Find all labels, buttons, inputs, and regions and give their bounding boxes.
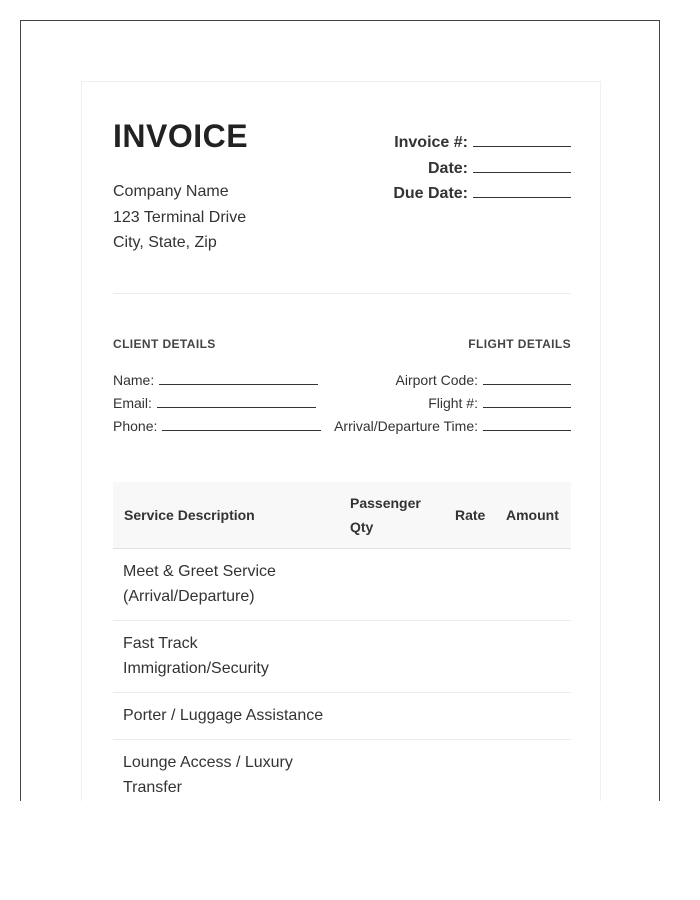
flight-number-field[interactable] — [483, 395, 571, 408]
invoice-number-label: Invoice #: — [394, 134, 468, 151]
flight-number-row — [428, 395, 571, 411]
client-name-label: Name: — [113, 372, 155, 388]
client-email-label: Email: — [113, 395, 152, 411]
column-header-passenger-qty — [350, 491, 421, 539]
table-row — [113, 621, 571, 693]
airport-code-field[interactable] — [483, 372, 571, 385]
due-date-label: Due Date: — [393, 185, 468, 202]
client-details-heading: CLIENT DETAILS — [113, 337, 216, 351]
company-name: Company Name — [113, 183, 229, 200]
airport-code-row — [396, 372, 571, 388]
client-phone-label: Phone: — [113, 418, 158, 434]
client-phone-row — [113, 418, 321, 434]
company-city: City, State, Zip — [113, 234, 217, 251]
flight-details-heading: FLIGHT DETAILS — [468, 337, 571, 351]
invoice-date-label: Date: — [427, 160, 468, 177]
service-description: Meet & Greet Service (Arrival/Departure) — [123, 563, 276, 605]
column-header-service: Service Description — [124, 507, 255, 523]
flight-number-label: Flight #: — [428, 395, 478, 411]
service-description: Porter / Luggage Assistance — [123, 707, 324, 724]
invoice-date-row — [428, 158, 571, 178]
table-row — [113, 740, 571, 801]
invoice-date-field[interactable] — [473, 158, 571, 173]
arrival-departure-time-field[interactable] — [483, 418, 571, 431]
column-header-passenger-qty-line2: Qty — [350, 519, 374, 535]
service-description: Lounge Access / Luxury Transfer — [123, 754, 293, 796]
table-header — [113, 482, 571, 549]
due-date-row — [393, 183, 571, 203]
client-name-row — [113, 372, 318, 388]
table-row — [113, 693, 571, 740]
invoice-sheet — [81, 81, 601, 801]
column-header-amount: Amount — [506, 507, 559, 523]
company-street: 123 Terminal Drive — [113, 209, 247, 226]
invoice-number-row — [394, 132, 571, 152]
table-row — [113, 549, 571, 621]
section-divider — [113, 293, 571, 294]
due-date-field[interactable] — [473, 183, 571, 198]
client-email-row — [113, 395, 316, 411]
invoice-number-field[interactable] — [473, 132, 571, 147]
invoice-title: INVOICE — [113, 118, 249, 154]
service-description: Fast Track Immigration/Security — [123, 635, 269, 677]
column-header-rate: Rate — [455, 507, 486, 523]
column-header-passenger-qty-line1: Passenger — [350, 495, 421, 511]
client-phone-field[interactable] — [162, 418, 321, 431]
airport-code-label: Airport Code: — [395, 372, 478, 388]
services-table — [113, 482, 571, 801]
client-name-field[interactable] — [159, 372, 318, 385]
arrival-departure-time-label: Arrival/Departure Time: — [334, 418, 478, 434]
arrival-departure-time-row — [334, 418, 571, 434]
client-email-field[interactable] — [157, 395, 316, 408]
page-frame — [20, 20, 660, 801]
